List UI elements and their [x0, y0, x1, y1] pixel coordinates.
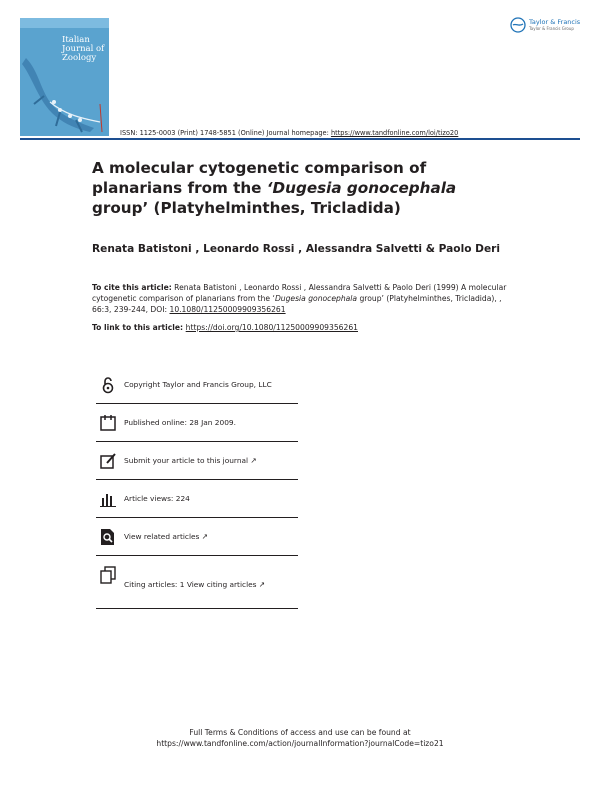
issn-line	[120, 129, 458, 137]
edit-icon	[100, 452, 116, 470]
journal-cover-image[interactable]	[20, 18, 109, 136]
publisher-name: Taylor & Francis	[529, 18, 581, 26]
terms-footer	[0, 727, 600, 749]
row-divider	[96, 555, 298, 557]
submit-article-row[interactable]	[96, 442, 298, 480]
related-articles-link[interactable]: View related articles ↗	[124, 532, 208, 541]
citing-articles-row[interactable]	[96, 570, 298, 608]
submit-article-link[interactable]: Submit your article to this journal ↗	[124, 456, 257, 465]
publisher-logo-icon	[510, 17, 526, 33]
citing-articles-link[interactable]: Citing articles: 1 View citing articles ↗	[124, 580, 266, 589]
article-title: A molecular cytogenetic comparison of planarians from the ‘Dugesia gonocephala group’ (Platyhelminthes, Tricladida)	[92, 159, 457, 217]
bar-chart-icon	[100, 490, 116, 508]
cover-journal-title: Italian Journal of Zoology	[62, 35, 105, 63]
article-views-row: Article views: 224	[96, 480, 298, 518]
external-link-icon: ↗	[201, 532, 208, 541]
publisher-logo[interactable]	[510, 16, 590, 38]
article-authors: Renata Batistoni , Leonardo Rossi , Alessandra Salvetti & Paolo Deri	[92, 243, 501, 255]
issn-text: ISSN: 1125-0003 (Print) 1748-5851 (Online) Journal homepage:	[120, 129, 331, 137]
citation-label: To cite this article:	[92, 283, 172, 292]
publisher-subname: Taylor & Francis Group	[529, 26, 574, 31]
header-divider	[20, 138, 580, 140]
open-access-icon	[100, 376, 116, 394]
article-doi-url[interactable]: https://doi.org/10.1080/11250009909356261	[185, 323, 358, 332]
article-link-line	[92, 323, 358, 332]
search-document-icon	[100, 528, 116, 546]
doi-link[interactable]: 10.1080/11250009909356261	[169, 305, 286, 314]
article-link-label: To link to this article:	[92, 323, 186, 332]
row-divider	[96, 608, 298, 610]
journal-homepage-link[interactable]: https://www.tandfonline.com/loi/tizo20	[330, 129, 459, 137]
related-articles-row[interactable]	[96, 518, 298, 556]
journal-information-link[interactable]: https://www.tandfonline.com/action/journalInformation?journalCode=tizo21	[156, 739, 444, 748]
calendar-icon	[100, 414, 116, 432]
citation-block: To cite this article: Renata Batistoni , Leonardo Rossi , Alessandra Salvetti & Paolo Deri (1999) A molecular cytogenetic comparison of planarians from the ‘Dugesia gonocephala group’ (Platyhelminthes, Tricladida), , 66:3, 239-244, DOI: 10.1080/11250009909356261	[92, 283, 507, 314]
copyright-row: Copyright Taylor and Francis Group, LLC	[96, 366, 298, 404]
terms-text: Full Terms & Conditions of access and use can be found at	[189, 728, 411, 737]
external-link-icon: ↗	[250, 456, 257, 465]
citing-articles-icon	[100, 566, 116, 584]
external-link-icon: ↗	[258, 580, 266, 589]
published-row: Published online: 28 Jan 2009.	[96, 404, 298, 442]
